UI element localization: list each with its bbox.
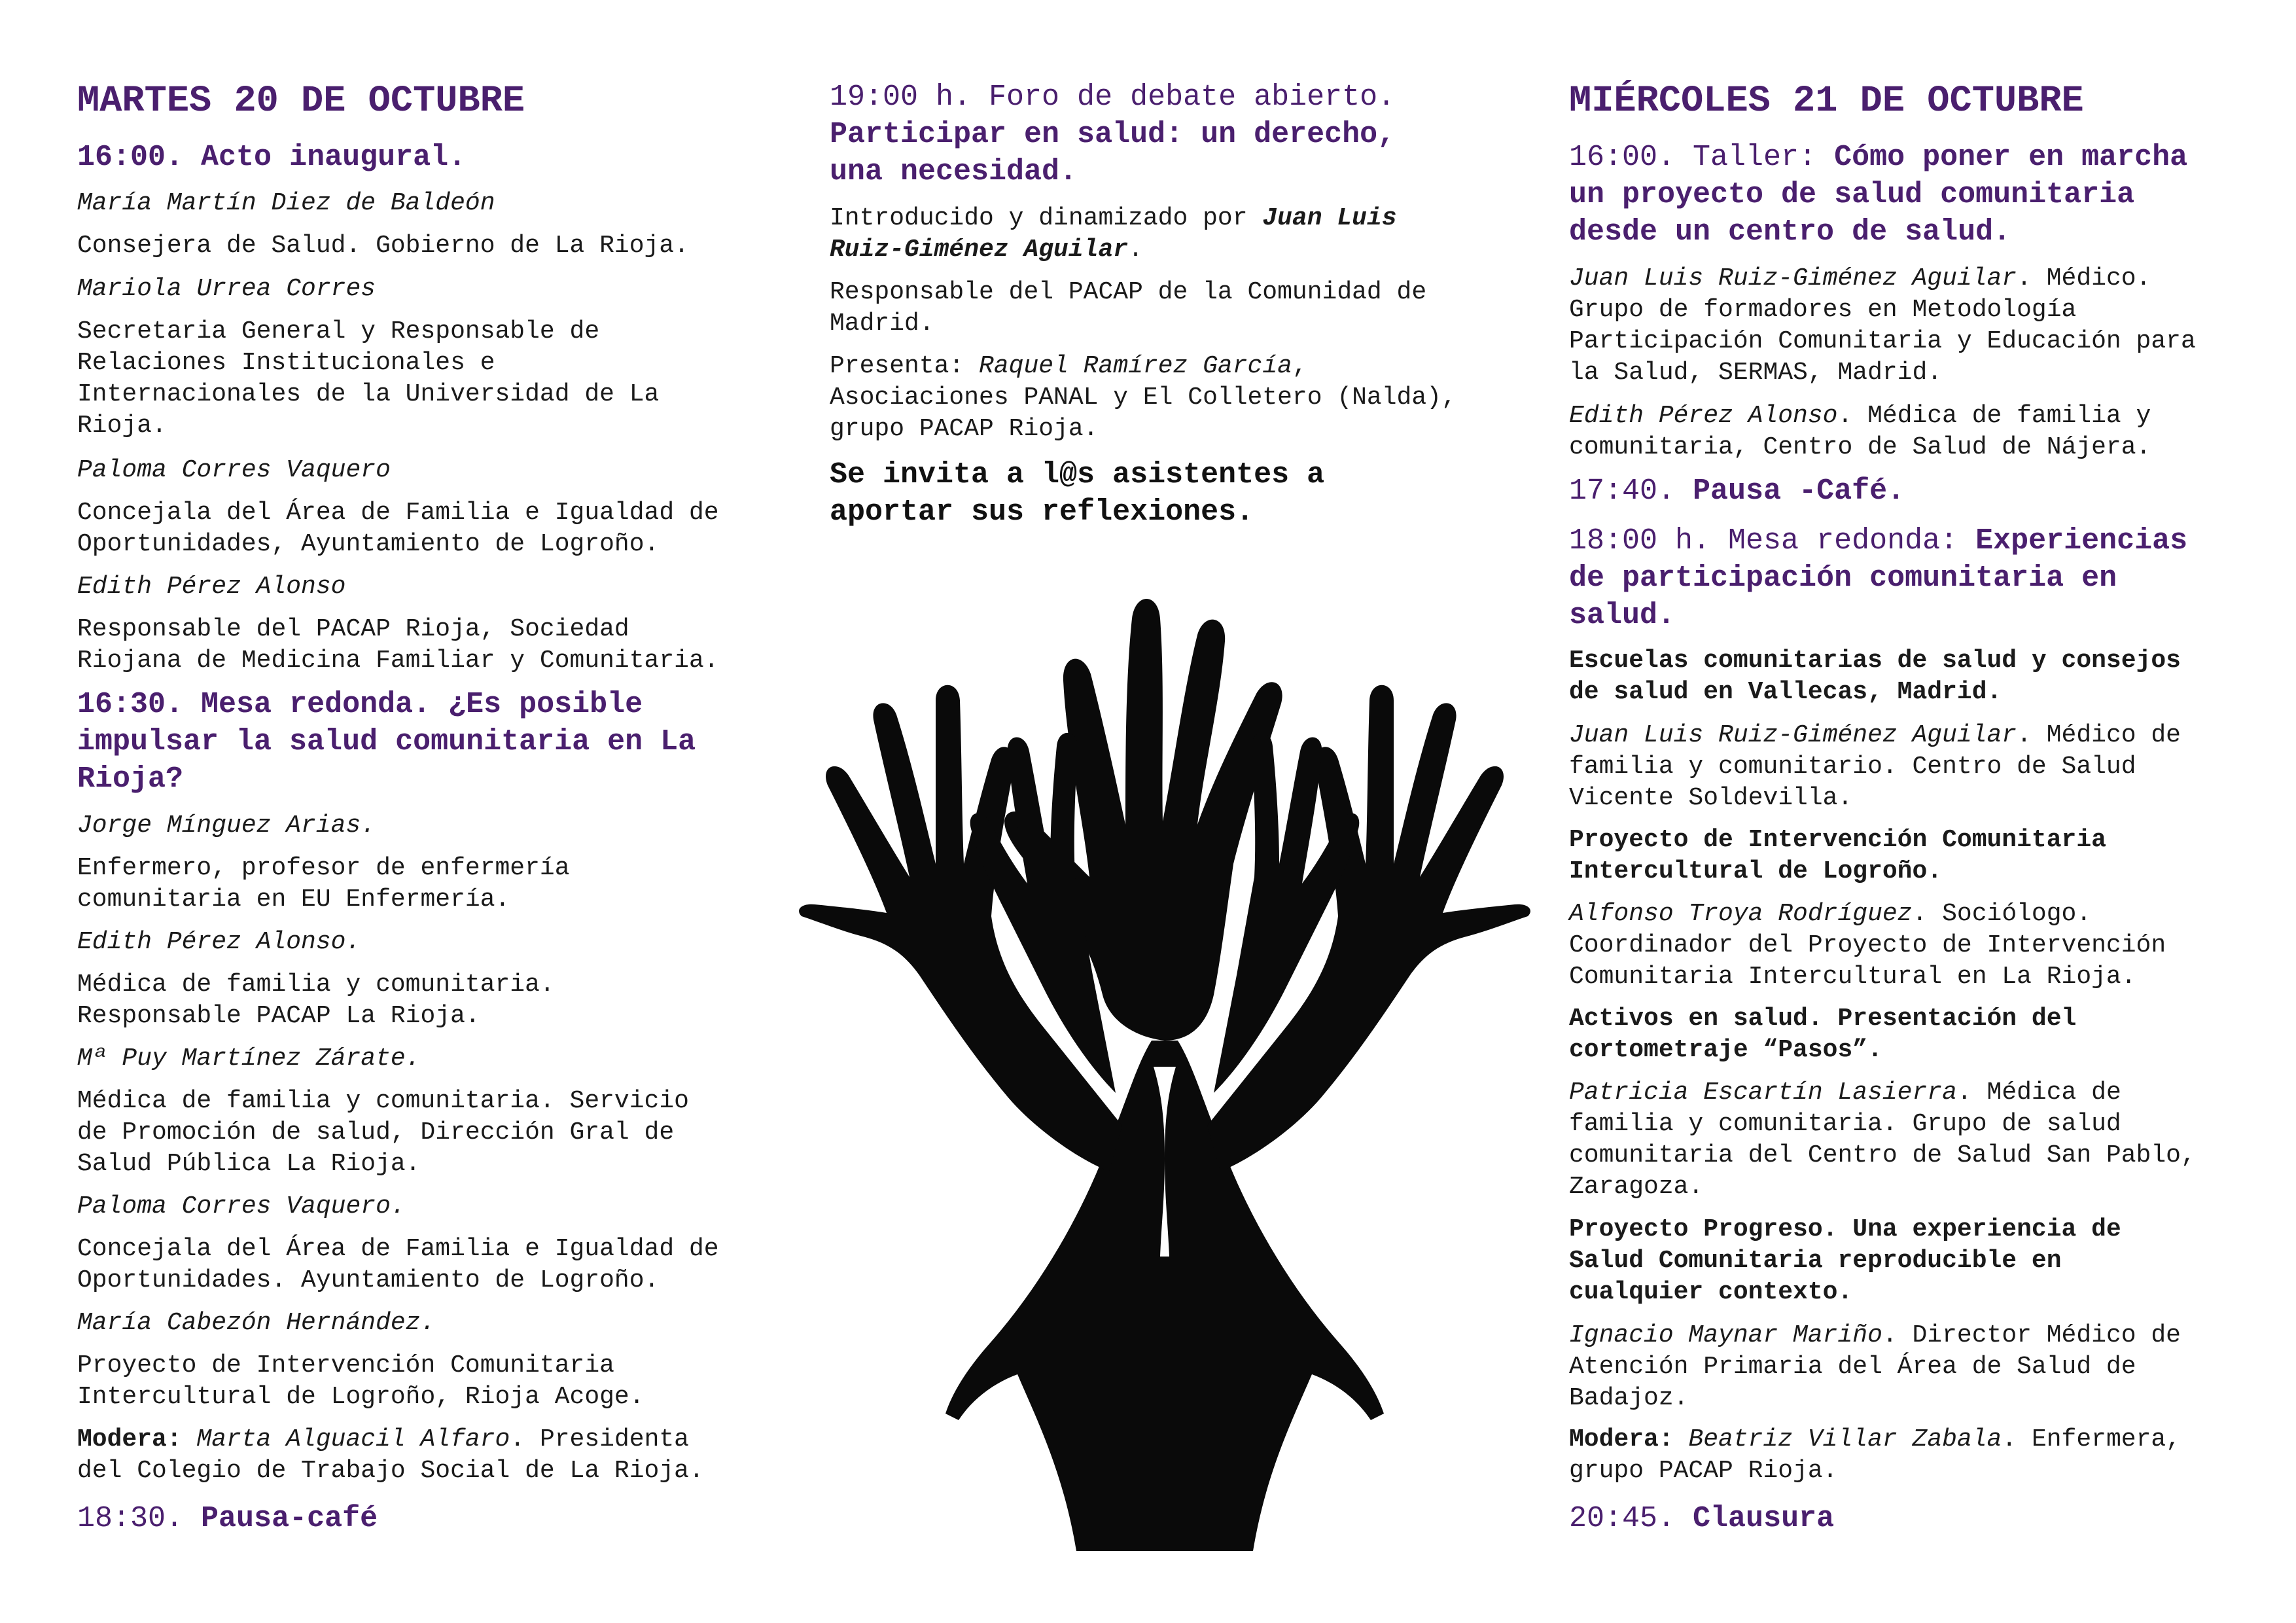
- forum-host-role: Responsable del PACAP de la Comunidad de Madrid.: [830, 278, 1427, 338]
- session-mesa-redonda-1: 16:30. Mesa redonda. ¿Es posible impulsar la salud comunitaria en La Rioja?: [77, 688, 696, 796]
- speaker: Juan Luis Ruiz-Giménez Aguilar. Médico de familia y comunitario. Centro de Salud Vicente Soldevilla.: [1569, 721, 2181, 812]
- session-time: 16:30.: [77, 688, 184, 721]
- forum-time: 19:00 h. Foro de debate abierto.: [830, 80, 1396, 114]
- session-time: 16:00.: [77, 141, 184, 174]
- session-title: Clausura: [1693, 1502, 1835, 1535]
- speaker: Juan Luis Ruiz-Giménez Aguilar. Médico. Grupo de formadores en Metodología Participación Comunitaria y Educación para la Salud, SERMAS, Madrid.: [1569, 264, 2196, 387]
- experience-title: Activos en salud. Presentación del cortometraje “Pasos”.: [1569, 1005, 2077, 1064]
- moderator-label: Modera:: [1569, 1425, 1674, 1454]
- forum-host-name: Juan Luis: [1262, 204, 1397, 232]
- session-title: Acto inaugural.: [201, 141, 467, 174]
- speaker-name: Edith Pérez Alonso: [77, 573, 346, 601]
- session-time: 17:40.: [1569, 474, 1676, 508]
- session-time: 20:45.: [1569, 1502, 1676, 1535]
- forum-intro: Introducido y dinamizado por Juan Luis Ruiz-Giménez Aguilar.: [830, 204, 1397, 264]
- moderator-name: Beatriz Villar Zabala: [1688, 1425, 2002, 1454]
- speaker-name: Patricia Escartín Lasierra: [1569, 1079, 1957, 1107]
- hands-tree-icon: [795, 569, 1534, 1558]
- speaker-role: Secretaria General y Responsable de Relaciones Institucionales e Internacionales de la Universidad de La Rioja.: [77, 317, 660, 440]
- experience-title: Proyecto de Intervención Comunitaria Intercultural de Logroño.: [1569, 826, 2106, 885]
- session-pausa-cafe: [1569, 473, 1905, 510]
- speaker: Patricia Escartín Lasierra. Médica de familia y comunitaria. Grupo de salud comunitaria del Centro de Salud San Pablo, Zaragoza.: [1569, 1079, 2196, 1201]
- speaker-role: Concejala del Área de Familia e Igualdad de Oportunidades. Ayuntamiento de Logroño.: [77, 1235, 719, 1294]
- speaker-name: María Cabezón Hernández.: [77, 1309, 436, 1337]
- session-mesa-redonda-2: 18:00 h. Mesa redonda: Experiencias de participación comunitaria en salud.: [1569, 524, 2188, 632]
- forum-presenter: Presenta: Raquel Ramírez García, Asociaciones PANAL y El Colletero (Nalda), grupo PACAP Rioja.: [830, 352, 1457, 443]
- session-time: 16:00. Taller:: [1569, 141, 1817, 174]
- session-taller: 16:00. Taller: Cómo poner en marcha un proyecto de salud comunitaria desde un centro de salud.: [1569, 141, 2188, 249]
- speaker-role: Concejala del Área de Familia e Igualdad de Oportunidades, Ayuntamiento de Logroño.: [77, 499, 719, 558]
- invitation-note: Se invita a l@s asistentes a aportar sus reflexiones.: [830, 458, 1325, 529]
- speaker-role: Responsable del PACAP Rioja, Sociedad Riojana de Medicina Familiar y Comunitaria.: [77, 615, 719, 675]
- speaker-name: Edith Pérez Alonso.: [77, 928, 361, 956]
- speaker-role: Médica de familia y comunitaria. Servicio de Promoción de salud, Dirección Gral de Salud Pública La Rioja.: [77, 1087, 689, 1178]
- session-acto-inaugural: [77, 139, 466, 176]
- session-time: 18:30.: [77, 1502, 184, 1535]
- forum-title: Participar en salud: un derecho,: [830, 118, 1396, 151]
- moderator: Modera: Marta Alguacil Alfaro. Presidenta del Colegio de Trabajo Social de La Rioja.: [77, 1425, 704, 1485]
- experience-title: Proyecto Progreso. Una experiencia de Salud Comunitaria reproducible en cualquier contexto.: [1569, 1215, 2121, 1306]
- session-clausura: [1569, 1500, 1834, 1537]
- speaker-name: Ignacio Maynar Mariño: [1569, 1321, 1882, 1349]
- speaker-name: María Martín Diez de Baldeón: [77, 189, 495, 217]
- day-heading-wednesday: MIÉRCOLES 21 DE OCTUBRE: [1569, 80, 2084, 122]
- speaker-name: Edith Pérez Alonso: [1569, 402, 1838, 430]
- session-title: Pausa-café: [201, 1502, 378, 1535]
- day-heading-tuesday: MARTES 20 DE OCTUBRE: [77, 80, 525, 122]
- moderator-name: Marta Alguacil Alfaro: [196, 1425, 510, 1454]
- session-time: 18:00 h. Mesa redonda:: [1569, 524, 1958, 558]
- speaker-role: Consejera de Salud. Gobierno de La Rioja.: [77, 232, 689, 260]
- speaker-name: Juan Luis Ruiz-Giménez Aguilar: [1569, 721, 2017, 749]
- session-title: Mesa redonda. ¿Es posible: [201, 688, 643, 721]
- speaker-role: Enfermero, profesor de enfermería comunitaria en EU Enfermería.: [77, 854, 570, 914]
- presenter-name: Raquel Ramírez García: [979, 352, 1292, 380]
- speaker-role: Proyecto de Intervención Comunitaria Intercultural de Logroño, Rioja Acoge.: [77, 1351, 645, 1411]
- moderator: Modera: Beatriz Villar Zabala. Enfermera, grupo PACAP Rioja.: [1569, 1425, 2181, 1485]
- speaker-name: Mª Puy Martínez Zárate.: [77, 1044, 421, 1073]
- speaker-name: Jorge Mínguez Arias.: [77, 812, 376, 840]
- forum-session: 19:00 h. Foro de debate abierto. Participar en salud: un derecho, una necesidad.: [830, 79, 1395, 190]
- session-title: Experiencias: [1975, 524, 2188, 558]
- experience-title: Escuelas comunitarias de salud y consejos de salud en Vallecas, Madrid.: [1569, 647, 2181, 706]
- speaker-name: Juan Luis Ruiz-Giménez Aguilar: [1569, 264, 2017, 293]
- session-title: Cómo poner en marcha: [1834, 141, 2188, 174]
- speaker-name: Paloma Corres Vaquero.: [77, 1192, 406, 1221]
- speaker: Edith Pérez Alonso. Médica de familia y comunitaria, Centro de Salud de Nájera.: [1569, 402, 2151, 461]
- speaker: Alfonso Troya Rodríguez. Sociólogo. Coordinador del Proyecto de Intervención Comunitaria Intercultural en La Rioja.: [1569, 900, 2166, 991]
- speaker-name: Mariola Urrea Corres: [77, 275, 376, 303]
- speaker: Ignacio Maynar Mariño. Director Médico de Atención Primaria del Área de Salud de Badajoz.: [1569, 1321, 2181, 1412]
- session-title: Pausa -Café.: [1693, 474, 1905, 508]
- session-pausa-cafe: [77, 1500, 378, 1537]
- speaker-name: Paloma Corres Vaquero: [77, 456, 391, 484]
- moderator-label: Modera:: [77, 1425, 182, 1454]
- speaker-role: Médica de familia y comunitaria. Responsable PACAP La Rioja.: [77, 971, 555, 1030]
- speaker-name: Alfonso Troya Rodríguez: [1569, 900, 1913, 928]
